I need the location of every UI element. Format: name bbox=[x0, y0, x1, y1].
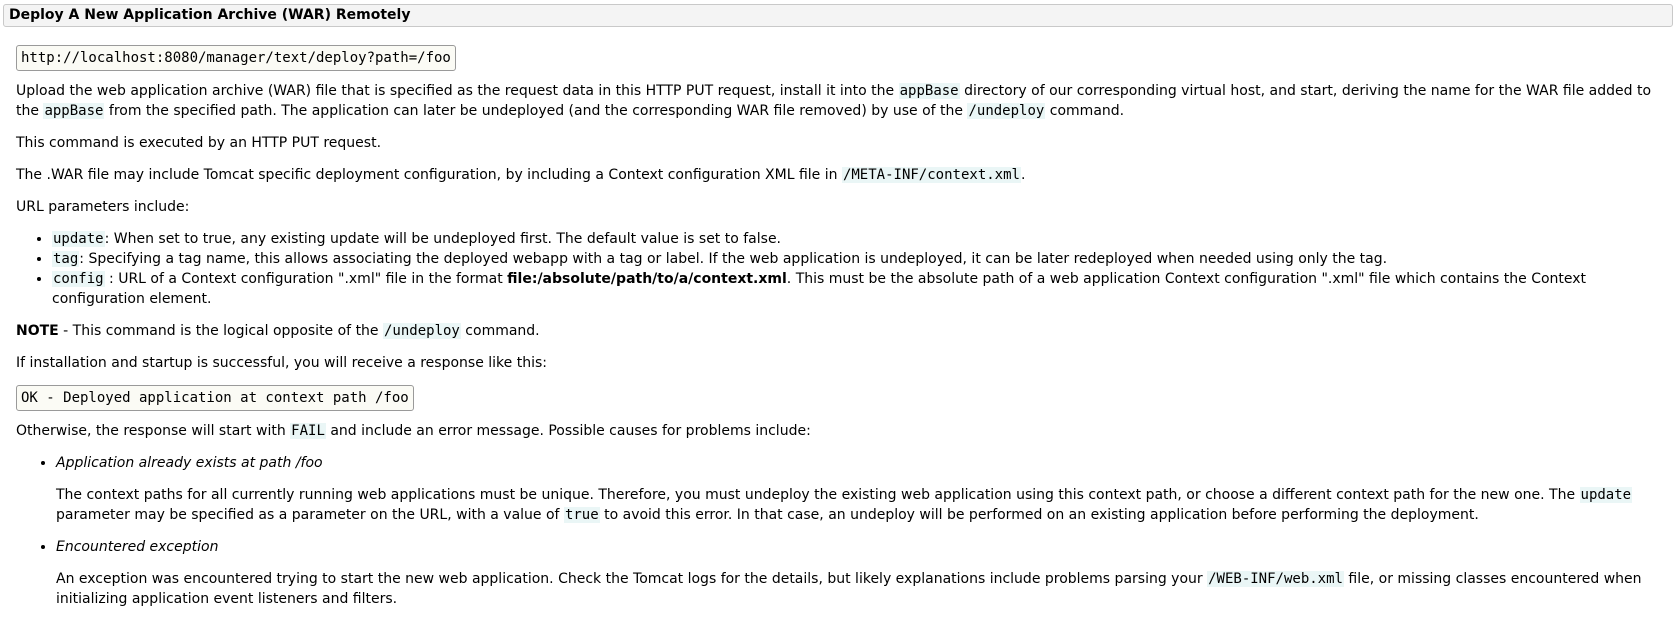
web-xml-code: /WEB-INF/web.xml bbox=[1208, 571, 1343, 587]
param-item-tag bbox=[52, 249, 1676, 269]
success-response-code: OK - Deployed application at context path /foo bbox=[16, 385, 414, 411]
intro-text: directory of our corresponding virtual host, and start, deriving the name for the WAR file added to the bbox=[16, 83, 1652, 119]
war-config-paragraph bbox=[16, 165, 1676, 185]
config-path-format: file:/absolute/path/to/a/context.xml bbox=[507, 271, 787, 287]
update-code: update bbox=[1580, 487, 1632, 503]
cause-text: The context paths for all currently running web applications must be unique. Therefore, you must undeploy the existing web application using this context path, or choose a different context path for the new one. The bbox=[56, 487, 1580, 503]
true-code: true bbox=[564, 507, 599, 523]
failure-text: and include an error message. Possible causes for problems include: bbox=[325, 423, 811, 439]
intro-text: Upload the web application archive (WAR) file that is specified as the request data in this HTTP PUT request, install it into the bbox=[16, 83, 899, 99]
cause-text: parameter may be specified as a parameter on the URL, with a value of bbox=[56, 507, 564, 523]
cause-title: Application already exists at path /foo bbox=[56, 455, 323, 471]
cause-item-exception bbox=[56, 537, 1676, 609]
param-desc: . This must be the absolute path of a web application Context configuration ".xml" file which contains the Context configuration element. bbox=[52, 271, 1587, 307]
fail-code: FAIL bbox=[291, 423, 325, 439]
cause-text: An exception was encountered trying to start the new web application. Check the Tomcat logs for the details, but likely explanations include problems parsing your bbox=[56, 571, 1208, 587]
note-text: - This command is the logical opposite of the bbox=[58, 323, 383, 339]
appbase-code: appBase bbox=[44, 103, 104, 119]
success-paragraph: If installation and startup is successful, you will receive a response like this: bbox=[16, 355, 547, 371]
war-config-text: The .WAR file may include Tomcat specific deployment configuration, by including a Context configuration XML file in bbox=[16, 167, 842, 183]
param-item-update bbox=[52, 229, 1676, 249]
cause-description bbox=[56, 569, 1676, 609]
causes-list bbox=[16, 453, 1676, 609]
url-params-heading: URL parameters include: bbox=[16, 199, 190, 215]
context-xml-code: /META-INF/context.xml bbox=[842, 167, 1020, 183]
param-item-config bbox=[52, 269, 1676, 309]
cause-title: Encountered exception bbox=[56, 539, 219, 555]
appbase-code: appBase bbox=[899, 83, 959, 99]
intro-paragraph bbox=[16, 81, 1676, 121]
section-title: Deploy A New Application Archive (WAR) Remotely bbox=[3, 4, 1673, 27]
param-desc: : When set to true, any existing update will be undeployed first. The default value is set to false. bbox=[104, 231, 782, 247]
note-text: command. bbox=[460, 323, 540, 339]
note-label: NOTE bbox=[16, 323, 59, 339]
intro-text: command. bbox=[1045, 103, 1125, 119]
cause-text: to avoid this error. In that case, an undeploy will be performed on an existing application before performing the deployment. bbox=[599, 507, 1479, 523]
param-name: update bbox=[53, 231, 104, 247]
param-name: tag bbox=[53, 251, 79, 267]
undeploy-code: /undeploy bbox=[968, 103, 1045, 119]
cause-text: file, or missing classes encountered when initializing application event listeners and filters. bbox=[56, 571, 1642, 607]
url-params-list bbox=[16, 229, 1676, 309]
section-body bbox=[16, 45, 1676, 609]
note-paragraph bbox=[16, 321, 1676, 341]
undeploy-code: /undeploy bbox=[384, 323, 460, 339]
param-name: config bbox=[53, 271, 104, 287]
deploy-url-code: http://localhost:8080/manager/text/deploy?path=/foo bbox=[16, 45, 456, 71]
cause-item-already-exists bbox=[56, 453, 1676, 525]
cause-description bbox=[56, 485, 1676, 525]
war-config-text: . bbox=[1020, 167, 1026, 183]
intro-text: from the specified path. The application can later be undeployed (and the corresponding WAR file removed) by use of the bbox=[104, 103, 968, 119]
failure-text: Otherwise, the response will start with bbox=[16, 423, 291, 439]
param-desc: : URL of a Context configuration ".xml" file in the format bbox=[104, 271, 508, 287]
param-desc: : Specifying a tag name, this allows associating the deployed webapp with a tag or label. If the web application is undeployed, it can be later redeployed when needed using only the tag. bbox=[79, 251, 1388, 267]
failure-paragraph bbox=[16, 421, 1676, 441]
http-put-paragraph: This command is executed by an HTTP PUT request. bbox=[16, 135, 382, 151]
